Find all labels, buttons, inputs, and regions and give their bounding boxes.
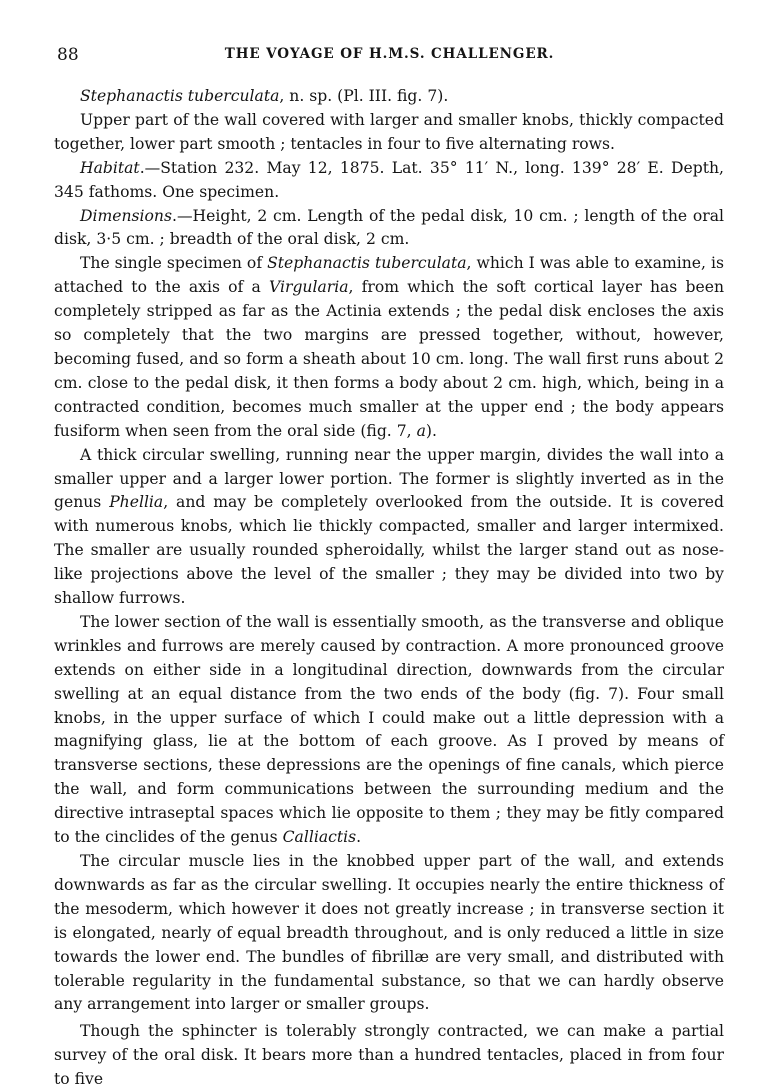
- text-run: The circular muscle lies in the knobbed upper part of the wall, and extends downwards as far as the circular swelling. It occupies nearly the entire thickness of the mesoderm, which however it does not greatly increase ; in transverse section it is elongated, nearly of equal breadth throughout, and is only reduced a little in size towards the lower end. The bundles of fibrillæ are very small, and distributed with tolerable regularity in the fundamental substance, so that we can hardly observe any arrangement into larger or smaller groups.: [54, 852, 724, 1014]
- dimensions-paragraph: [54, 205, 724, 253]
- italic-text: Virgularia: [269, 278, 349, 297]
- species-heading: [54, 85, 724, 109]
- text-run: Though the sphincter is tolerably strongly contracted, we can make a partial survey of the oral disk. It bears more than a hundred tentacles, placed in from four to five: [54, 1022, 724, 1089]
- text-run: A thick circular swelling, running near the upper margin, divides the wall into a smaller upper and a larger lower portion. The former is slightly inverted as in the genus: [54, 445, 724, 512]
- text-run: .—Height, 2 cm. Length of the pedal disk, 10 cm. ; length of the oral disk, 3·5 cm. ; breadth of the oral disk, 2 cm.: [54, 206, 724, 249]
- text-run: .—Station 232. May 12, 1875. Lat. 35° 11′ N., long. 139° 28′ E. Depth, 345 fathoms. One specimen.: [54, 158, 724, 201]
- text-run: , n. sp. (Pl. III. fig. 7).: [279, 87, 449, 105]
- text-run: .: [356, 828, 362, 847]
- body-paragraph: [54, 444, 724, 611]
- habitat-paragraph: [54, 157, 724, 205]
- text-run: Upper part of the wall covered with larger and smaller knobs, thickly compacted together, lower part smooth ; tentacles in four to five alternating rows.: [54, 110, 724, 153]
- italic-text: Habitat: [80, 158, 140, 177]
- text-run: The lower section of the wall is essentially smooth, as the transverse and oblique wrinkles and furrows are merely caused by contraction. A more pronounced groove extends on either side in a longitudinal direction, downwards from the circular swelling at an equal distance from the two ends of the body (fig. 7). Four small knobs, in the upper surface of which I could make out a little depression with a magnifying glass, lie at the bottom of each groove. As I proved by means of transverse sections, these depressions are the openings of fine canals, which pierce the wall, and form communications between the surrounding medium and the directive intraseptal spaces which lie opposite to them ; they may be fitly compared to the cinclides of the genus: [54, 612, 724, 847]
- italic-text: Phellia: [109, 493, 164, 512]
- italic-text: Dimensions: [80, 206, 172, 225]
- italic-text: Stephanactis tuberculata: [267, 254, 467, 273]
- running-head: THE VOYAGE OF H.M.S. CHALLENGER.: [224, 46, 555, 62]
- italic-text: Calliactis: [282, 828, 357, 847]
- body-paragraph: [54, 611, 724, 850]
- body-paragraph: [54, 1020, 724, 1092]
- page-number: 88: [57, 45, 79, 65]
- italic-text: Stephanactis tuberculata: [80, 87, 280, 105]
- italic-text: a: [416, 421, 426, 440]
- text-run: , from which the soft cortical layer has been completely stripped as far as the Actinia extends ; the pedal disk encloses the axis so completely that the two margins are pressed together, without, however, becoming fused, and so form a sheath about 10 cm. long. The wall first runs about 2 cm. close to the pedal disk, it then forms a body about 2 cm. high, which, being in a contracted condition, becomes much smaller at the upper end ; the body appears fusiform when seen from the oral side (fig. 7,: [54, 278, 724, 440]
- species-description: [54, 109, 724, 157]
- text-run: , which I was able to examine, is attached to the axis of a: [54, 254, 724, 297]
- body-paragraph: [54, 850, 724, 1017]
- text-run: , and may be completely overlooked from the outside. It is covered with numerous knobs, which lie thickly compacted, smaller and larger intermixed. The smaller are usually rounded spheroidally, whilst the larger stand out as nose-like projections above the level of the smaller ; they may be divided into two by shallow furrows.: [54, 493, 724, 608]
- text-run: ).: [425, 421, 437, 440]
- page-header: [57, 45, 722, 69]
- page-body: [54, 85, 724, 1092]
- body-paragraph: [54, 252, 724, 443]
- text-run: The single specimen of: [80, 254, 268, 273]
